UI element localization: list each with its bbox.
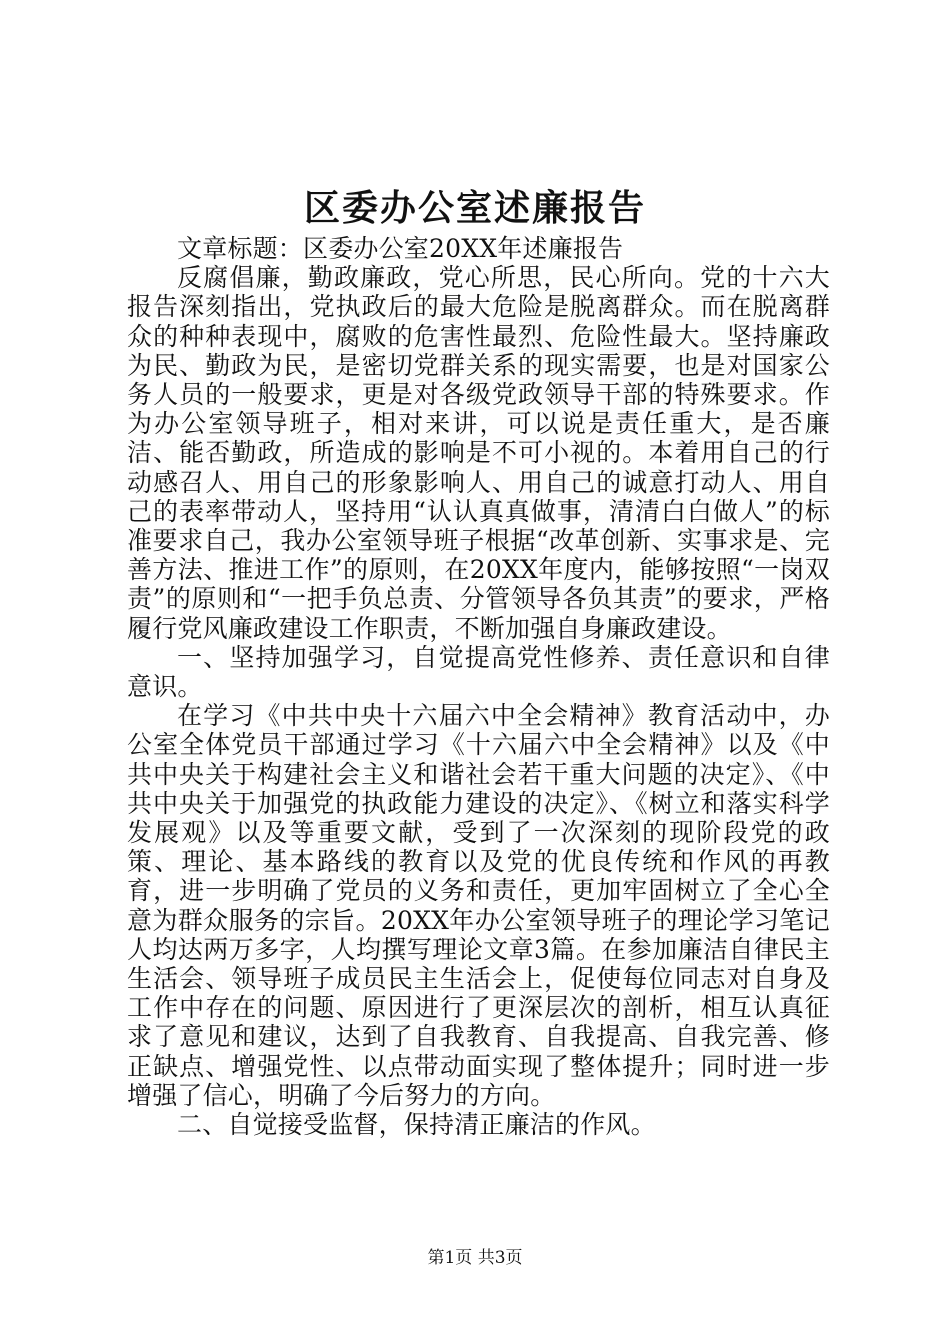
section-1-paragraph: 在学习《中共中央十六届六中全会精神》教育活动中，办公室全体党员干部通过学习《十六届六中全会精神》以及《中共中央关于构建社会主义和谐社会若干重大问题的决定》、《中共中央关于加强党的执政能力建设的决定》、《树立和落实科学发展观》以及等重要文献，受到了一次深刻的现阶段党的政策、理论、基本路线的教育以及党的优良传统和作风的再教育，进一步明确了党员的义务和责任，更加牢固树立了全心全意为群众服务的宗旨。20XX年办公室领导班子的理论学习笔记人均达两万多字，人均撰写理论文章3篇。在参加廉洁自律民主生活会、领导班子成员民主生活会上，促使每位同志对自身及工作中存在的问题、原因进行了更深层次的剖析，相互认真征求了意见和建议，达到了自我教育、自我提高、自我完善、修正缺点、增强党性、以点带动面实现了整体提升；同时进一步增强了信心，明确了今后努力的方向。	[127, 701, 830, 1110]
article-title-line: 文章标题：区委办公室20XX年述廉报告	[177, 234, 624, 263]
intro-paragraph: 反腐倡廉，勤政廉政，党心所思，民心所向。党的十六大报告深刻指出，党执政后的最大危险是脱离群众。而在脱离群众的种种表现中，腐败的危害性最烈、危险性最大。坚持廉政为民、勤政为民，是密切党群关系的现实需要，也是对国家公务人员的一般要求，更是对各级党政领导干部的特殊要求。作为办公室领导班子，相对来讲，可以说是责任重大，是否廉洁、能否勤政，所造成的影响是不可小视的。本着用自己的行动感召人、用自己的形象影响人、用自己的诚意打动人、用自己的表率带动人，坚持用“认认真真做事，清清白白做人”的标准要求自己，我办公室领导班子根据“改革创新、实事求是、完善方法、推进工作”的原则，在20XX年度内，能够按照“一岗双责”的原则和“一把手负总责、分管领导各负其责”的要求，严格履行党风廉政建设工作职责，不断加强自身廉政建设。	[127, 263, 830, 643]
document-title: 区委办公室述廉报告	[303, 187, 646, 229]
page-footer: 第1页 共3页	[427, 1248, 523, 1268]
section-heading-1: 一、坚持加强学习，自觉提高党性修养、责任意识和自律意识。	[127, 642, 830, 702]
section-heading-2: 二、自觉接受监督，保持清正廉洁的作风。	[177, 1110, 656, 1140]
document-body	[127, 234, 830, 1139]
